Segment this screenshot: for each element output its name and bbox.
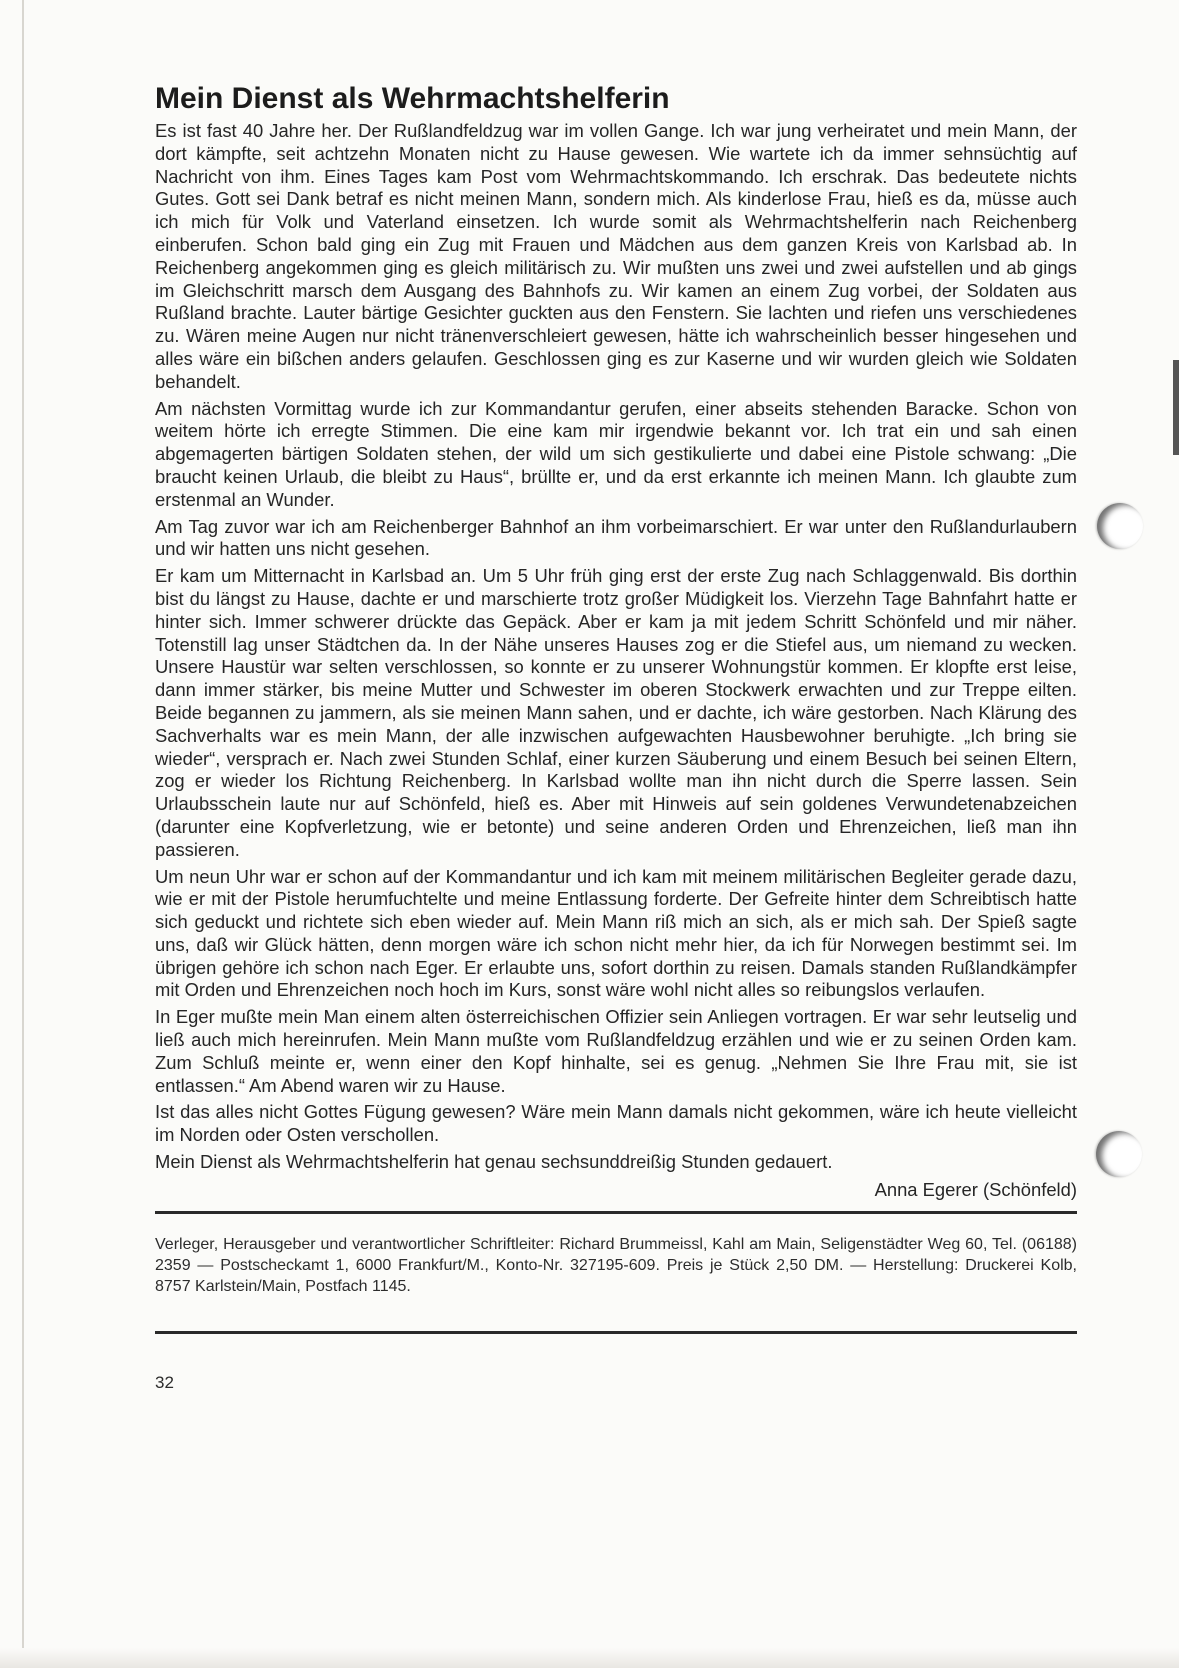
punch-hole-top — [1097, 503, 1143, 549]
edge-mark — [1173, 360, 1179, 455]
imprint-text: Verleger, Herausgeber und verantwortlicher Schriftleiter: Richard Brummeissl, Kahl am Main, Seligenstädter Weg 60, Tel. (06188) 2359 — Postscheckamt 1, 6000 Frankfurt/M., Konto-Nr. 327195-609. Preis je Stück 2,50 DM. — Herstellung: Druckerei Kolb, 8757 Karlstein/Main, Postfach 1145. — [155, 1235, 1077, 1295]
article-paragraph-1: Es ist fast 40 Jahre her. Der Rußlandfeldzug war im vollen Gange. Ich war jung verheiratet und mein Mann, der dort kämpfte, seit achtzehn Monaten nicht zu Hause gewesen. Wie wartete ich da immer sehnsüchtig auf Nachricht von ihm. Eines Tages kam Post vom Wehrmachtskommando. Ich erschrak. Das bedeutete nichts Gutes. Gott sei Dank betraf es nicht meinen Mann, sondern mich. Als kinderlose Frau, hieß es da, müsse auch ich mich für Volk und Vaterland einsetzen. Ich wurde somit als Wehrmachtshelferin nach Reichenberg einberufen. Schon bald ging ein Zug mit Frauen und Mädchen aus dem ganzen Kreis von Karlsbad ab. In Reichenberg angekommen ging es gleich militärisch zu. Wir mußten uns zwei und zwei aufstellen und ab gings im Gleichschritt marsch dem Ausgang des Bahnhofs zu. Wir kamen an einem Zug vorbei, der Soldaten aus Rußland brachte. Lauter bärtige Gesichter guckten aus den Fenstern. Sie lachten und riefen uns verschiedenes zu. Wären meine Augen nur nicht tränenverschleiert gewesen, hätte ich wahrscheinlich besser hingesehen und alles wäre ein bißchen anders gelaufen. Geschlossen ging es zur Kaserne und wir wurden gleich wie Soldaten behandelt. — [155, 120, 1077, 392]
page-edge-shadow — [22, 0, 24, 1668]
page-number: 32 — [155, 1372, 174, 1392]
divider-top — [155, 1211, 1077, 1214]
article-paragraph-7: Ist das alles nicht Gottes Fügung gewesen? Wäre mein Mann damals nicht gekommen, wäre ich heute vielleicht im Norden oder Osten verschollen. — [155, 1101, 1077, 1146]
article-content — [155, 80, 1077, 1394]
article-paragraph-8: Mein Dienst als Wehrmachtshelferin hat genau sechsunddreißig Stunden gedauert. — [155, 1151, 833, 1173]
article-paragraph-2: Am nächsten Vormittag wurde ich zur Kommandantur gerufen, einer abseits stehenden Baracke. Schon von weitem hörte ich erregte Stimmen. Die eine kam mir irgendwie bekannt vor. Ich trat ein und sah einen abgemagerten bärtigen Soldaten stehen, der wild um sich gestikulierte und dabei eine Pistole schwang: „Die braucht keinen Urlaub, die bleibt zu Haus“, brüllte er, und da erst erkannte ich meinen Mann. Ich glaubte zum erstenmal an Wunder. — [155, 397, 1077, 510]
author-signature: Anna Egerer (Schönfeld) — [874, 1178, 1077, 1200]
article-paragraph-3: Am Tag zuvor war ich am Reichenberger Bahnhof an ihm vorbeimarschiert. Er war unter den Rußlandurlaubern und wir hatten uns nicht gesehen. — [155, 515, 1077, 560]
article-paragraph-6: In Eger mußte mein Man einem alten österreichischen Offizier sein Anliegen vortragen. Er war sehr leutselig und ließ auch mich hereinrufen. Mein Mann mußte vom Rußlandfeldzug erzählen und wie er zu seinen Orden kam. Zum Schluß meinte er, wenn einer den Kopf hinhalte, sei es genug. „Nehmen Sie Ihre Frau mit, sie ist entlassen.“ Am Abend waren wir zu Hause. — [155, 1006, 1077, 1096]
article-paragraph-5: Um neun Uhr war er schon auf der Kommandantur und ich kam mit meinem militärischen Begleiter gerade dazu, wie er mit der Pistole herumfuchtelte und meine Entlassung forderte. Der Gefreite hinter dem Schreibtisch hatte sich geduckt und richtete sich eben wieder auf. Mein Mann riß mich an sich, als er mich sah. Der Spieß sagte uns, daß wir Glück hätten, denn morgen wäre ich schon nicht mehr hier, da ich für Norwegen bestimmt sei. Im übrigen gehöre ich schon nach Eger. Er erlaubte uns, sofort dorthin zu reisen. Damals standen Rußlandkämpfer mit Orden und Ehrenzeichen noch hoch im Kurs, sonst wäre wohl nicht alles so reibungslos verlaufen. — [155, 865, 1077, 1001]
divider-bottom — [155, 1331, 1077, 1334]
page-bottom-shadow — [0, 1648, 1179, 1668]
article-paragraph-4: Er kam um Mitternacht in Karlsbad an. Um 5 Uhr früh ging erst der erste Zug nach Schlaggenwald. Bis dorthin bist du längst zu Hause, dachte er und marschierte trotz großer Müdigkeit los. Vierzehn Tage Bahnfahrt hatte er hinter sich. Immer schwerer drückte das Gepäck. Aber er kam ja mit jedem Schritt Schönfeld und mir näher. Totenstill lag unser Städtchen da. In der Nähe unseres Hauses zog er die Stiefel aus, um niemand zu wecken. Unsere Haustür war selten verschlossen, so konnte er zu unserer Wohnungstür kommen. Er klopfte erst leise, dann immer stärker, bis meine Mutter und Schwester im oberen Stockwerk erwachten und zur Treppe eilten. Beide begannen zu jammern, als sie meinen Mann sahen, und er dachte, ich wäre gestorben. Nach Klärung des Sachverhalts war es mein Mann, der alle inzwischen aufgewachten Hausbewohner beruhigte. „Ich bring sie wieder“, versprach er. Nach zwei Stunden Schlaf, einer kurzen Säuberung und einem Besuch bei seinen Eltern, zog er wieder los Richtung Reichenberg. In Karlsbad wollte man ihn nicht durch die Sperre lassen. Sein Urlaubsschein laute nur auf Schönfeld, hieß es. Aber mit Hinweis auf sein goldenes Verwundetenabzeichen (darunter eine Kopfverletzung, wie er betonte) und seine anderen Orden und Ehrenzeichen, ließ man ihn passieren. — [155, 565, 1077, 860]
article-title: Mein Dienst als Wehrmachtshelferin — [155, 82, 670, 115]
punch-hole-bottom — [1096, 1131, 1142, 1177]
